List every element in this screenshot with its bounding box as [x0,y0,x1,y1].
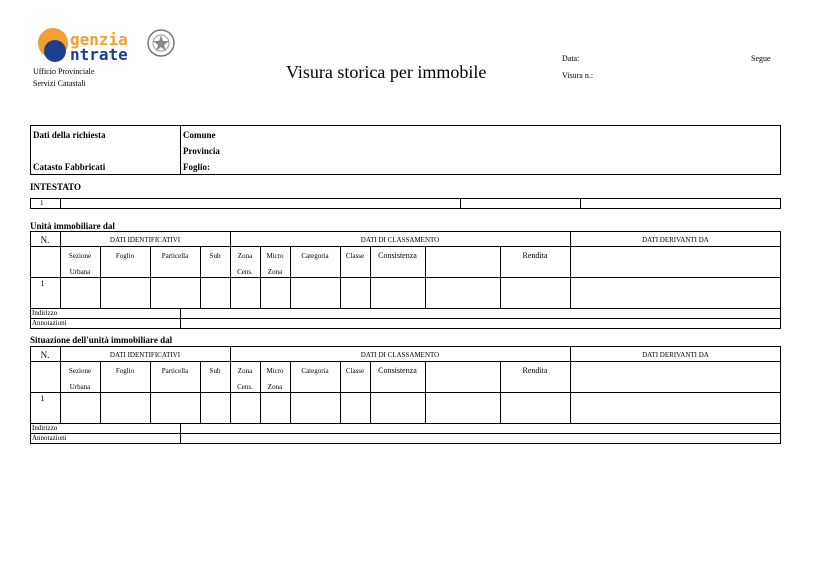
office-line-1: Ufficio Provinciale [33,67,95,76]
s1-col-rendita: Rendita [522,251,548,260]
intestato-row [30,198,781,209]
logo-text-bottom: ntrate [70,45,128,64]
s1-col-classe: Classe [345,252,365,260]
s2-col-particella: Particella [161,367,189,375]
s2-col-micro: Micro [266,367,284,375]
s1-col-categoria: Categoria [301,252,329,260]
intestato-title: INTESTATO [30,182,82,192]
foglio-label: Foglio: [183,162,210,172]
s2-col-sezione: Sezione [68,367,92,375]
s2-col-consistenza: Consistenza [378,366,417,375]
s1-indirizzo: Indirizzo [32,309,58,317]
office-line-2: Servizi Catastali [33,79,86,88]
s2-col-categoria: Categoria [301,367,329,375]
logo-blue-disc [44,40,66,62]
s1-n-header: N. [40,235,50,245]
catasto-label: Catasto Fabbricati [33,162,106,172]
section1-title: Unità immobiliare dal [30,221,115,231]
intestato-divider-3 [580,198,581,209]
s1-col-zona2: Zona [267,268,283,276]
s2-n-header: N. [40,350,50,360]
s2-col-urbana: Urbana [69,383,91,391]
s1-col-micro: Micro [266,252,284,260]
s1-col-urbana: Urbana [69,268,91,276]
s2-dati-identificativi: DATI IDENTIFICATIVI [109,351,181,359]
s1-col-sezione: Sezione [68,252,92,260]
request-box [30,125,781,175]
s2-indirizzo: Indirizzo [32,424,58,432]
visura-number-label: Visura n.: [562,71,594,80]
s1-col-cens: Cens. [237,268,253,276]
s1-row-number: 1 [40,279,45,288]
logo-text-top: genzia [70,30,128,49]
s2-col-zona2: Zona [267,383,283,391]
s2-col-zona: Zona [237,367,253,375]
request-divider [180,125,181,175]
s1-col-sub: Sub [209,252,221,260]
request-label: Dati della richiesta [33,130,106,140]
page-title: Visura storica per immobile [286,62,487,82]
s1-col-zona: Zona [237,252,253,260]
s2-col-classe: Classe [345,367,365,375]
intestato-row-number: 1 [40,199,44,207]
s2-annotazioni: Annotazioni [32,434,67,442]
comune-label: Comune [183,130,216,140]
s1-col-consistenza: Consistenza [378,251,417,260]
intestato-divider-2 [460,198,461,209]
intestato-divider-1 [60,198,61,209]
s2-col-cens: Cens. [237,383,253,391]
s1-col-particella: Particella [161,252,189,260]
s1-dati-classamento: DATI DI CLASSAMENTO [360,236,440,244]
s2-col-rendita: Rendita [522,366,548,375]
emblem-icon [146,28,176,60]
s2-row-number: 1 [40,394,45,403]
section2-title: Situazione dell'unità immobiliare dal [30,335,173,345]
s1-dati-derivanti: DATI DERIVANTI DA [642,236,709,244]
date-label: Data: [562,54,580,63]
s2-col-foglio: Foglio [115,367,135,375]
s1-dati-identificativi: DATI IDENTIFICATIVI [109,236,181,244]
s2-col-sub: Sub [209,367,221,375]
s1-col-foglio: Foglio [115,252,135,260]
provincia-label: Provincia [183,146,220,156]
s1-annotazioni: Annotazioni [32,319,67,327]
segue-label: Segue [751,54,771,63]
s2-dati-derivanti: DATI DERIVANTI DA [642,351,709,359]
s2-dati-classamento: DATI DI CLASSAMENTO [360,351,440,359]
